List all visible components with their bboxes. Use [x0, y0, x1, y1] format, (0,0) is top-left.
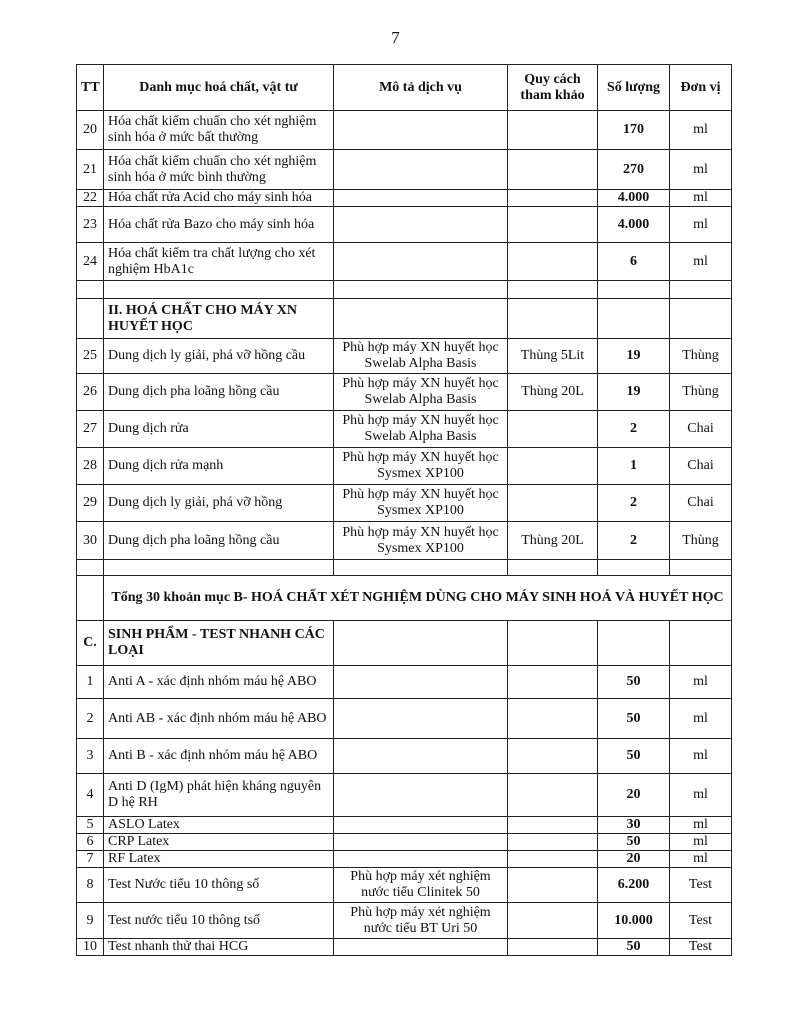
- table-row: [77, 207, 732, 243]
- row-spec: Thùng 5Lit: [508, 339, 598, 374]
- row-tt: 9: [77, 903, 104, 939]
- row-spec: [508, 190, 598, 207]
- header-name: Danh mục hoá chất, vật tư: [104, 65, 334, 111]
- row-desc: Phù hợp máy XN huyết học Sysmex XP100: [334, 485, 508, 522]
- row-spec: Thùng 20L: [508, 374, 598, 411]
- row-qty: 50: [598, 939, 670, 956]
- row-unit: ml: [670, 851, 732, 868]
- row-qty: 50: [598, 666, 670, 699]
- page-number: 7: [391, 28, 400, 47]
- row-unit: Test: [670, 903, 732, 939]
- row-name: Dung dịch rửa: [104, 411, 334, 448]
- row-name: Hóa chất rửa Acid cho máy sinh hóa: [104, 190, 334, 207]
- row-spec: [508, 817, 598, 834]
- row-qty: 2: [598, 411, 670, 448]
- row-spec: [508, 485, 598, 522]
- row-desc: Phù hợp máy XN huyết học Swelab Alpha Basis: [334, 411, 508, 448]
- row-qty: 270: [598, 150, 670, 190]
- row-tt: 8: [77, 868, 104, 903]
- table-row: [77, 448, 732, 485]
- row-tt: 21: [77, 150, 104, 190]
- row-name: ASLO Latex: [104, 817, 334, 834]
- row-tt: 22: [77, 190, 104, 207]
- row-unit: ml: [670, 243, 732, 281]
- row-desc: [334, 834, 508, 851]
- table-row: [77, 522, 732, 560]
- header-unit: Đơn vị: [670, 65, 732, 111]
- row-name: Dung dịch pha loãng hồng cầu: [104, 522, 334, 560]
- row-qty: 4.000: [598, 207, 670, 243]
- row-qty: 20: [598, 774, 670, 817]
- row-unit: ml: [670, 834, 732, 851]
- row-unit: Thùng: [670, 339, 732, 374]
- table-row: [77, 666, 732, 699]
- row-unit: ml: [670, 207, 732, 243]
- row-tt: 26: [77, 374, 104, 411]
- row-tt: 27: [77, 411, 104, 448]
- empty-row: [77, 560, 732, 576]
- row-unit: ml: [670, 817, 732, 834]
- row-desc: [334, 739, 508, 774]
- header-desc: Mô tả dịch vụ: [334, 65, 508, 111]
- row-spec: [508, 448, 598, 485]
- row-unit: ml: [670, 150, 732, 190]
- row-spec: [508, 411, 598, 448]
- row-unit: Chai: [670, 485, 732, 522]
- row-tt: 1: [77, 666, 104, 699]
- row-desc: [334, 111, 508, 150]
- row-qty: 1: [598, 448, 670, 485]
- row-unit: ml: [670, 774, 732, 817]
- section-c-letter: C.: [77, 621, 104, 666]
- row-desc: Phù hợp máy xét nghiệm nước tiểu BT Uri 50: [334, 903, 508, 939]
- row-qty: 50: [598, 834, 670, 851]
- row-name: Anti AB - xác định nhóm máu hệ ABO: [104, 699, 334, 739]
- row-qty: 6: [598, 243, 670, 281]
- row-qty: 19: [598, 339, 670, 374]
- row-unit: ml: [670, 190, 732, 207]
- header-row: [77, 65, 732, 111]
- table-row: [77, 485, 732, 522]
- table-row: [77, 150, 732, 190]
- row-desc: [334, 243, 508, 281]
- row-name: Anti B - xác định nhóm máu hệ ABO: [104, 739, 334, 774]
- header-tt: TT: [77, 65, 104, 111]
- section-row: [77, 299, 732, 339]
- table-row: [77, 774, 732, 817]
- row-unit: Thùng: [670, 374, 732, 411]
- row-tt: 10: [77, 939, 104, 956]
- table-row: [77, 111, 732, 150]
- table-row: [77, 739, 732, 774]
- header-qty: Số lượng: [598, 65, 670, 111]
- row-spec: [508, 207, 598, 243]
- row-desc: Phù hợp máy XN huyết học Swelab Alpha Basis: [334, 339, 508, 374]
- row-desc: [334, 774, 508, 817]
- row-desc: [334, 190, 508, 207]
- row-name: RF Latex: [104, 851, 334, 868]
- row-name: Anti D (IgM) phát hiện kháng nguyên D hệ RH: [104, 774, 334, 817]
- row-unit: ml: [670, 699, 732, 739]
- table-row: [77, 411, 732, 448]
- row-tt: 3: [77, 739, 104, 774]
- row-qty: 50: [598, 699, 670, 739]
- row-name: Dung dịch rửa mạnh: [104, 448, 334, 485]
- empty-row: [77, 281, 732, 299]
- row-qty: 170: [598, 111, 670, 150]
- row-tt: 7: [77, 851, 104, 868]
- row-desc: Phù hợp máy xét nghiệm nước tiểu Clinitek 50: [334, 868, 508, 903]
- row-qty: 4.000: [598, 190, 670, 207]
- section-c-title: SINH PHẨM - TEST NHANH CÁC LOẠI: [104, 621, 334, 666]
- supplies-table: [76, 64, 732, 956]
- row-tt: 2: [77, 699, 104, 739]
- row-unit: Chai: [670, 411, 732, 448]
- section-ii-title: II. HOÁ CHẤT CHO MÁY XN HUYẾT HỌC: [104, 299, 334, 339]
- row-name: Dung dịch ly giải, phá vỡ hồng: [104, 485, 334, 522]
- row-name: Anti A - xác định nhóm máu hệ ABO: [104, 666, 334, 699]
- row-qty: 19: [598, 374, 670, 411]
- row-desc: [334, 666, 508, 699]
- row-desc: Phù hợp máy XN huyết học Sysmex XP100: [334, 522, 508, 560]
- table-row: [77, 851, 732, 868]
- row-desc: [334, 851, 508, 868]
- table-row: [77, 339, 732, 374]
- row-spec: [508, 903, 598, 939]
- table-row: [77, 817, 732, 834]
- row-tt: 5: [77, 817, 104, 834]
- row-qty: 50: [598, 739, 670, 774]
- row-spec: [508, 666, 598, 699]
- row-desc: Phù hợp máy XN huyết học Sysmex XP100: [334, 448, 508, 485]
- total-b-label: Tổng 30 khoản mục B- HOÁ CHẤT XÉT NGHIỆM DÙNG CHO MÁY SINH HOÁ VÀ HUYẾT HỌC: [104, 576, 732, 621]
- row-qty: 2: [598, 522, 670, 560]
- row-spec: [508, 774, 598, 817]
- row-qty: 2: [598, 485, 670, 522]
- row-desc: [334, 207, 508, 243]
- row-name: Test nước tiểu 10 thông tsố: [104, 903, 334, 939]
- total-row: [77, 576, 732, 621]
- table-row: [77, 374, 732, 411]
- row-tt: 23: [77, 207, 104, 243]
- row-tt: 30: [77, 522, 104, 560]
- row-spec: [508, 111, 598, 150]
- row-spec: [508, 699, 598, 739]
- row-unit: ml: [670, 111, 732, 150]
- row-name: Hóa chất kiểm tra chất lượng cho xét nghiệm HbA1c: [104, 243, 334, 281]
- row-spec: [508, 851, 598, 868]
- row-tt: 28: [77, 448, 104, 485]
- table-row: [77, 834, 732, 851]
- row-spec: [508, 939, 598, 956]
- table-row: [77, 903, 732, 939]
- row-name: Hóa chất kiểm chuẩn cho xét nghiệm sinh hóa ở mức bình thường: [104, 150, 334, 190]
- row-desc: Phù hợp máy XN huyết học Swelab Alpha Basis: [334, 374, 508, 411]
- row-unit: Thùng: [670, 522, 732, 560]
- row-spec: Thùng 20L: [508, 522, 598, 560]
- row-tt: 6: [77, 834, 104, 851]
- row-spec: [508, 150, 598, 190]
- row-spec: [508, 834, 598, 851]
- row-tt: 29: [77, 485, 104, 522]
- row-spec: [508, 868, 598, 903]
- row-qty: 10.000: [598, 903, 670, 939]
- row-name: Test nhanh thử thai HCG: [104, 939, 334, 956]
- row-desc: [334, 150, 508, 190]
- row-unit: Chai: [670, 448, 732, 485]
- row-name: Dung dịch ly giải, phá vỡ hồng cầu: [104, 339, 334, 374]
- section-row: [77, 621, 732, 666]
- table-row: [77, 939, 732, 956]
- row-desc: [334, 939, 508, 956]
- row-tt: 24: [77, 243, 104, 281]
- table-row: [77, 243, 732, 281]
- row-unit: Test: [670, 868, 732, 903]
- row-spec: [508, 739, 598, 774]
- row-name: CRP Latex: [104, 834, 334, 851]
- row-name: Dung dịch pha loãng hồng cầu: [104, 374, 334, 411]
- row-desc: [334, 699, 508, 739]
- table-row: [77, 868, 732, 903]
- row-name: Hóa chất kiểm chuẩn cho xét nghiệm sinh hóa ở mức bất thường: [104, 111, 334, 150]
- row-unit: ml: [670, 666, 732, 699]
- header-spec: Quy cách tham khảo: [508, 65, 598, 111]
- table-row: [77, 699, 732, 739]
- row-unit: Test: [670, 939, 732, 956]
- row-name: Hóa chất rửa Bazo cho máy sinh hóa: [104, 207, 334, 243]
- row-spec: [508, 243, 598, 281]
- row-qty: 30: [598, 817, 670, 834]
- row-tt: 4: [77, 774, 104, 817]
- row-qty: 6.200: [598, 868, 670, 903]
- row-tt: 20: [77, 111, 104, 150]
- row-desc: [334, 817, 508, 834]
- row-name: Test Nước tiểu 10 thông số: [104, 868, 334, 903]
- row-unit: ml: [670, 739, 732, 774]
- row-tt: 25: [77, 339, 104, 374]
- row-qty: 20: [598, 851, 670, 868]
- table-row: [77, 190, 732, 207]
